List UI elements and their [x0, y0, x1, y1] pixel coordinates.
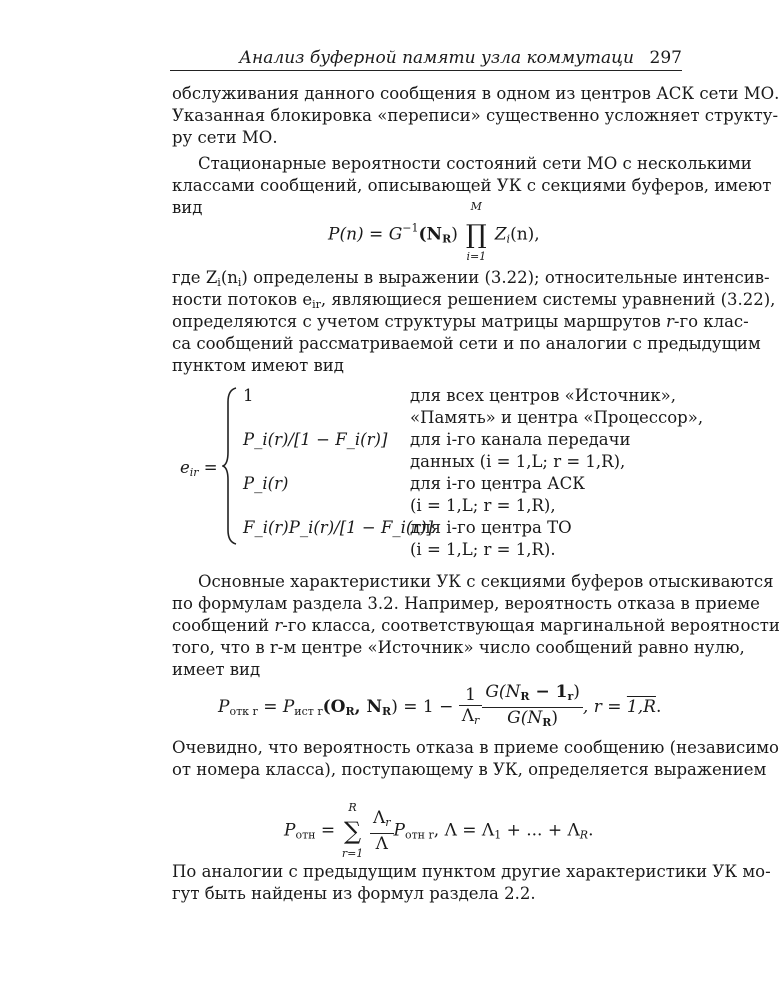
formula-stationary-probability: $P(n) = G^{-1}(N_R)$ M ∏ i=1 $Z_i(n)$,	[328, 200, 540, 263]
para1-line3: ру сети МО.	[172, 128, 278, 147]
cases-lhs: $e_{ir}$ =	[180, 458, 218, 479]
para2-line1: Стационарные вероятности состояний сети МО с несколькими	[198, 154, 752, 173]
para4-line2: по формулам раздела 3.2. Например, вероятность отказа в приеме	[172, 594, 760, 613]
para6-line2: гут быть найдены из формул раздела 2.2.	[172, 884, 536, 903]
case-expr-1: 1	[243, 386, 254, 405]
running-header	[170, 48, 682, 71]
formula-rejection-probability: $P_{отк r} = P_{ист r}(O_R$, $N_R) = 1$ − $\frac{1}{\Lambda_r}$ $\frac{G(N_R - 1_r)}{G(N_R)}$ , r = 1,R.	[218, 682, 662, 729]
para4-line5: имеет вид	[172, 660, 261, 679]
para5-line1: Очевидно, что вероятность отказа в приеме сообщению (независимо	[172, 738, 779, 757]
case-expr-2: P_i(r)/[1 − F_i(r)]	[243, 430, 388, 449]
para4-line3: сообщений r-го класса, соответствующая маргинальной вероятности	[172, 616, 780, 635]
para4-line1: Основные характеристики УК с секциями буферов отыскиваются	[198, 572, 774, 591]
para3-line4: са сообщений рассматриваемой сети и по аналогии с предыдущим	[172, 334, 761, 353]
para1-line2: Указанная блокировка «переписи» существенно усложняет структу-	[172, 106, 779, 125]
para2-line3: вид	[172, 198, 203, 217]
case-cond-4a: для i-го центра ТО	[410, 518, 572, 537]
para3-line2: ности потоков $e_{ir}$, являющиеся решением системы уравнений (3.22),	[172, 290, 776, 311]
formula-total-rejection: $P_{отн}$ = R ∑ r=1 $\frac{\Lambda_r}{\Lambda}$ $P_{отн r}$, $\Lambda = \Lambda_1$ + ... + $\Lambda_R$.	[284, 801, 594, 860]
case-cond-2b: данных (i = 1,L; r = 1,R),	[410, 452, 626, 471]
para4-line4: того, что в r-м центре «Источник» число сообщений равно нулю,	[172, 638, 745, 657]
left-brace	[222, 386, 238, 546]
case-cond-4b: (i = 1,L; r = 1,R).	[410, 540, 556, 559]
para1-line1: обслуживания данного сообщения в одном из центров АСК сети МО.	[172, 84, 780, 103]
case-cond-1a: для всех центров «Источник»,	[410, 386, 677, 405]
para5-line2: от номера класса), поступающему в УК, определяется выражением	[172, 760, 767, 779]
para3-line5: пунктом имеют вид	[172, 356, 344, 375]
para3-line3: определяются с учетом структуры матрицы маршрутов r-го клас-	[172, 312, 749, 331]
case-cond-2a: для i-го канала передачи	[410, 430, 631, 449]
case-expr-4: F_i(r)P_i(r)/[1 − F_i(r)]	[243, 518, 434, 537]
para6-line1: По аналогии с предыдущим пунктом другие характеристики УК мо-	[172, 862, 771, 881]
header-title: Анализ буферной памяти узла коммутаци	[239, 48, 634, 68]
case-expr-3: P_i(r)	[243, 474, 289, 493]
para2-line2: классами сообщений, описывающей УК с секциями буферов, имеют	[172, 176, 772, 195]
case-cond-1b: «Память» и центра «Процессор»,	[410, 408, 704, 427]
para3-line1: где $Z_i(n_i)$ определены в выражении (3.22); относительные интенсив-	[172, 268, 770, 289]
case-cond-3b: (i = 1,L; r = 1,R),	[410, 496, 556, 515]
case-cond-3a: для i-го центра АСК	[410, 474, 586, 493]
page-number: 297	[649, 48, 682, 68]
